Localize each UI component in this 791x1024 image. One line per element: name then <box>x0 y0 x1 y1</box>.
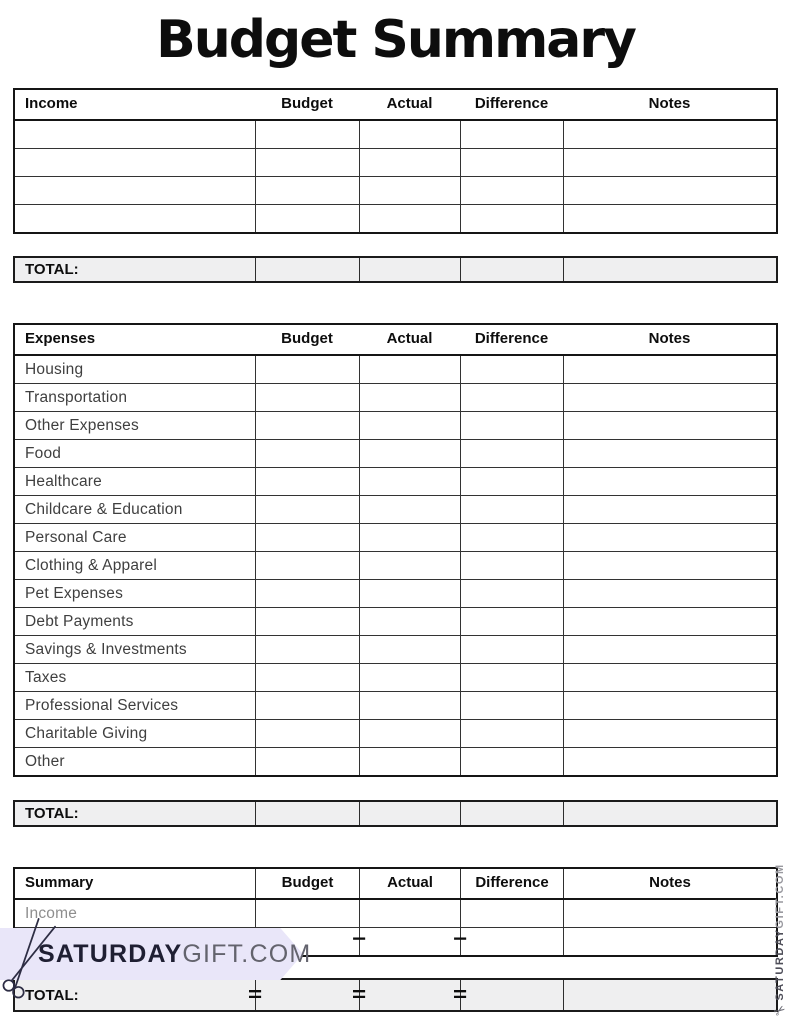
expense-row <box>15 356 776 383</box>
summary-total-row <box>13 978 778 1012</box>
cell <box>359 356 460 383</box>
cell <box>15 149 255 176</box>
cell <box>460 802 563 825</box>
income-table <box>13 88 778 234</box>
cell <box>460 720 563 747</box>
cell <box>255 524 359 551</box>
cell <box>563 524 776 551</box>
cell <box>563 177 776 204</box>
cell <box>255 258 359 281</box>
cell <box>460 205 563 232</box>
expense-row <box>15 579 776 607</box>
minus-sign: − <box>452 927 468 951</box>
cell <box>460 608 563 635</box>
cell <box>255 580 359 607</box>
cell <box>359 664 460 691</box>
cell <box>460 928 563 955</box>
cell <box>563 664 776 691</box>
income-empty-row <box>15 204 776 232</box>
cell <box>460 692 563 719</box>
cell <box>359 121 460 148</box>
side-brand-bold: SATURDAY <box>774 928 786 1001</box>
column-header-budget: Budget <box>255 869 359 898</box>
expense-label: Professional Services <box>25 697 179 714</box>
income-header: Income <box>25 95 78 112</box>
cell <box>359 900 460 927</box>
cell <box>563 496 776 523</box>
cell <box>563 900 776 927</box>
expense-row <box>15 439 776 467</box>
minus-sign: − <box>351 927 367 951</box>
column-header-budget: Budget <box>281 330 333 347</box>
cell <box>460 900 563 927</box>
cell <box>255 384 359 411</box>
scissors-icon <box>0 917 58 999</box>
expense-row <box>15 383 776 411</box>
cell <box>460 258 563 281</box>
cell <box>255 205 359 232</box>
expense-row <box>15 411 776 439</box>
cell <box>460 664 563 691</box>
cell <box>255 692 359 719</box>
cell <box>255 608 359 635</box>
expense-row <box>15 607 776 635</box>
column-header-difference: Difference <box>460 869 563 898</box>
cell <box>563 692 776 719</box>
cell <box>460 149 563 176</box>
income-header-row <box>15 90 776 121</box>
expense-label: Personal Care <box>25 529 127 546</box>
cell <box>255 177 359 204</box>
cell <box>359 258 460 281</box>
scissors-icon: ✂ <box>769 999 790 1021</box>
cell <box>460 552 563 579</box>
expenses-header: Expenses <box>25 330 96 347</box>
cell <box>15 205 255 232</box>
cell <box>255 440 359 467</box>
cell <box>563 440 776 467</box>
expense-label: Other <box>25 753 65 770</box>
cell <box>255 468 359 495</box>
cell <box>563 802 776 825</box>
side-brand-light: GIFT.COM <box>774 863 786 929</box>
expense-label: Taxes <box>25 669 67 686</box>
cell <box>359 496 460 523</box>
expense-label: Charitable Giving <box>25 725 148 742</box>
cell <box>460 748 563 775</box>
cell <box>359 384 460 411</box>
cell <box>460 980 563 1010</box>
cell <box>563 748 776 775</box>
income-empty-row <box>15 121 776 148</box>
column-header-notes: Notes <box>563 869 776 898</box>
equals-sign: = <box>452 983 468 1007</box>
cell <box>563 356 776 383</box>
cell <box>359 440 460 467</box>
summary-income-label: Income <box>25 905 78 922</box>
income-total-row <box>13 256 778 283</box>
cell <box>460 412 563 439</box>
income-total-label: TOTAL: <box>25 261 79 278</box>
expense-row <box>15 719 776 747</box>
cell <box>563 928 776 955</box>
cell <box>255 121 359 148</box>
column-header-difference: Difference <box>474 330 549 347</box>
cell <box>255 720 359 747</box>
cell <box>359 802 460 825</box>
summary-header: Summary <box>25 874 94 891</box>
cell <box>460 356 563 383</box>
expense-row <box>15 635 776 663</box>
column-header-notes: Notes <box>648 330 691 347</box>
brand-name-light: GIFT.COM <box>182 939 312 968</box>
cell <box>460 177 563 204</box>
cell <box>359 748 460 775</box>
cell <box>359 205 460 232</box>
column-header-budget: Budget <box>281 95 333 112</box>
cell <box>359 692 460 719</box>
cell <box>255 636 359 663</box>
cell <box>460 636 563 663</box>
cell <box>563 149 776 176</box>
cell <box>460 440 563 467</box>
expense-row <box>15 747 776 775</box>
cell <box>255 802 359 825</box>
column-header-actual: Actual <box>359 869 460 898</box>
expense-row <box>15 691 776 719</box>
cell <box>563 720 776 747</box>
cell <box>563 412 776 439</box>
brand-name-bold: SATURDAY <box>38 939 183 968</box>
expense-label: Debt Payments <box>25 613 134 630</box>
cell <box>359 980 460 1010</box>
cell <box>359 149 460 176</box>
expenses-total-row <box>13 800 778 827</box>
cell <box>359 608 460 635</box>
expense-label: Childcare & Education <box>25 501 183 518</box>
expense-label: Savings & Investments <box>25 641 187 658</box>
expenses-header-row <box>15 325 776 356</box>
summary-total-label: TOTAL: <box>25 986 79 1004</box>
expenses-total-label: TOTAL: <box>25 805 79 822</box>
cell <box>460 580 563 607</box>
expense-label: Food <box>25 445 62 462</box>
cell <box>359 720 460 747</box>
equals-sign: = <box>247 983 263 1007</box>
cell <box>460 468 563 495</box>
income-empty-row <box>15 148 776 176</box>
cell <box>563 384 776 411</box>
column-header-difference: Difference <box>474 95 549 112</box>
cell <box>359 177 460 204</box>
cell <box>563 580 776 607</box>
expense-row <box>15 523 776 551</box>
cell <box>255 552 359 579</box>
column-header-notes: Notes <box>648 95 691 112</box>
cell <box>255 412 359 439</box>
column-header-actual: Actual <box>386 330 433 347</box>
cell <box>359 580 460 607</box>
column-header-actual: Actual <box>386 95 433 112</box>
expense-row <box>15 467 776 495</box>
cell <box>359 636 460 663</box>
expenses-table <box>13 323 778 777</box>
cell <box>359 928 460 955</box>
summary-header-row <box>15 869 776 900</box>
expense-label: Other Expenses <box>25 417 139 434</box>
expense-label: Transportation <box>25 389 128 406</box>
expense-label: Healthcare <box>25 473 102 490</box>
cell <box>563 980 776 1010</box>
cell <box>255 664 359 691</box>
cell <box>460 121 563 148</box>
equals-sign: = <box>351 983 367 1007</box>
cell <box>563 258 776 281</box>
income-empty-row <box>15 176 776 204</box>
brand-wordmark <box>38 928 311 980</box>
expense-row <box>15 551 776 579</box>
expense-row <box>15 663 776 691</box>
cell <box>563 468 776 495</box>
expense-label: Clothing & Apparel <box>25 557 157 574</box>
cell <box>255 980 359 1010</box>
cell <box>359 552 460 579</box>
cell <box>460 496 563 523</box>
page-title: Budget Summary <box>156 10 635 70</box>
cell <box>255 900 359 927</box>
cell <box>15 121 255 148</box>
expense-label: Pet Expenses <box>25 585 124 602</box>
cell <box>255 496 359 523</box>
cell <box>359 524 460 551</box>
cell <box>563 205 776 232</box>
cell <box>359 412 460 439</box>
cell <box>255 149 359 176</box>
cell <box>460 524 563 551</box>
cell <box>563 121 776 148</box>
cell <box>255 356 359 383</box>
cell <box>460 384 563 411</box>
cell <box>15 177 255 204</box>
cell <box>563 552 776 579</box>
summary-income-row <box>15 900 776 927</box>
expense-label: Housing <box>25 361 84 378</box>
cell <box>359 468 460 495</box>
side-watermark <box>769 863 790 1021</box>
expense-row <box>15 495 776 523</box>
cell <box>255 748 359 775</box>
cell <box>563 608 776 635</box>
cell <box>563 636 776 663</box>
